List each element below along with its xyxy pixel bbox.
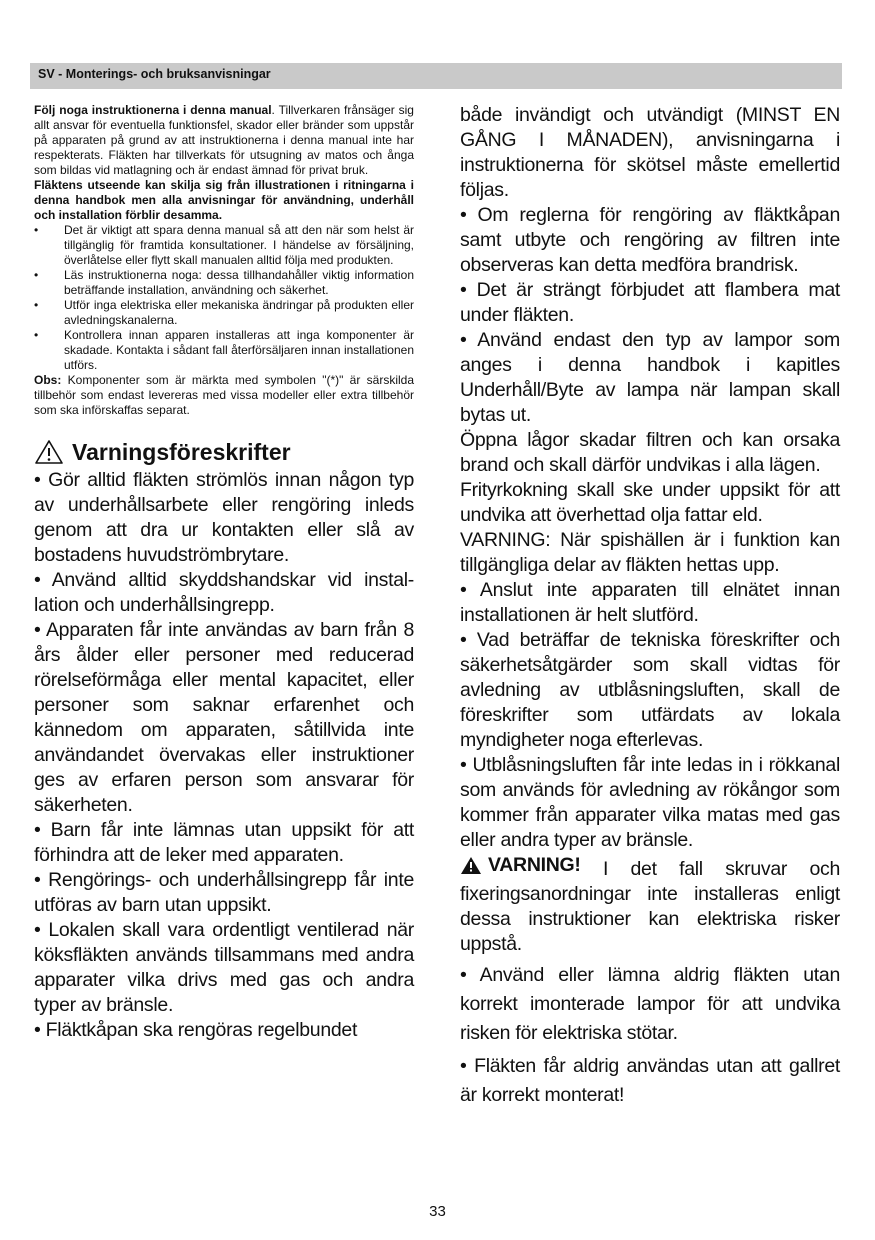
list-item xyxy=(34,268,414,298)
bullet-icon: • xyxy=(34,268,39,282)
warning-paragraph: Öppna lågor skadar filtren och kan orsaka brand och skall därför undvikas i alla lägen. xyxy=(460,429,840,476)
warning-paragraph: • Använd alltid skyddshandskar vid instal-lation och underhållsingrepp. xyxy=(34,569,414,616)
intro-bold-lead: Följ noga instruktionerna i denna manual xyxy=(34,103,272,117)
list-item-text: Utför inga elektriska eller mekaniska ändringar på produkten eller avledningskanalerna. xyxy=(64,298,414,327)
intro-paragraph xyxy=(34,103,414,178)
obs-text: Komponenter som är märkta med symbolen "(*)" är särskilda tillbehör som endast levereras med vissa modeller eller extra tillbehör som ska införskaffas separat. xyxy=(34,373,414,417)
warning-paragraph: • Vad beträffar de tekniska föreskrifter och säkerhetsåtgärder som skall vidtas för avledning av utblåsningsluften, skall de föreskrifter som utfärdats av lokala myndigheter noga efterlevas. xyxy=(460,629,840,751)
page-number: 33 xyxy=(429,1203,446,1220)
warning-paragraph: Frityrkokning skall ske under uppsikt för att undvika att överhettad olja fattar eld. xyxy=(460,479,840,526)
left-column xyxy=(34,103,414,1043)
intro-bullet-list xyxy=(34,223,414,373)
warning-paragraph: • Gör alltid fläkten strömlös innan någon typ av underhållsarbete eller rengöring inleds genom att dra ur kontakten eller slå av bostadens huvudströmbrytare. xyxy=(34,469,414,566)
warning-paragraph: • Om reglerna för rengöring av fläktkåpan samt utbyte och rengöring av filtren inte observeras kan detta medföra brandrisk. xyxy=(460,204,840,276)
obs-label: Obs: xyxy=(34,373,62,387)
list-item xyxy=(34,223,414,268)
right-column xyxy=(460,103,840,1110)
varning-label: VARNING! xyxy=(488,854,581,876)
bullet-icon: • xyxy=(34,328,39,342)
warning-paragraph: • Det är strängt förbjudet att flambera mat under fläkten. xyxy=(460,279,840,326)
list-item-text: Kontrollera innan apparen installeras att inga komponenter är skadade. Kontakta i sådant fall återförsäljaren innan installationen utförs. xyxy=(64,328,414,372)
list-item xyxy=(34,328,414,373)
warning-paragraph: • Anslut inte apparaten till elnätet innan installationen är helt slutförd. xyxy=(460,579,840,626)
electrical-warning xyxy=(460,853,840,957)
warning-paragraph: • Använd endast den typ av lampor som anges i denna handbok i kapitles Underhåll/Byte av lampa när lampan skall bytas ut. xyxy=(460,329,840,426)
list-item xyxy=(34,298,414,328)
warning-paragraph: • Barn får inte lämnas utan uppsikt för att förhindra att de leker med apparaten. xyxy=(34,819,414,866)
warning-paragraph: • Fläktkåpan ska rengöras regelbundet xyxy=(34,1019,358,1041)
warning-paragraph: • Använd eller lämna aldrig fläkten utan korrekt imonterade lampor för att undvika risken för elektriska stötar. xyxy=(460,964,840,1044)
warning-paragraph: VARNING: När spishällen är i funktion kan tillgängliga delar av fläkten hettas upp. xyxy=(460,529,840,576)
appearance-note-text: Fläktens utseende kan skilja sig från illustrationen i ritningarna i denna handbok men alla anvisningar för användning, underhåll och installation förblir desamma. xyxy=(34,178,414,222)
warning-triangle-filled-icon xyxy=(460,856,482,875)
warning-triangle-outline-icon xyxy=(34,439,64,465)
warnings-title: Varningsföreskrifter xyxy=(72,439,291,465)
list-item-text: Läs instruktionerna noga: dessa tillhandahåller viktig information beträffande installation, användning och säkerhet. xyxy=(64,268,414,297)
varning-text: I det fall skruvar och fixeringsanordningar inte installeras enligt dessa instruktioner kan elektriska risker uppstå. xyxy=(460,858,840,955)
bullet-icon: • xyxy=(34,298,39,312)
varning-badge xyxy=(460,853,581,878)
warning-paragraph: • Apparaten får inte användas av barn från 8 års ålder eller personer med reducerad rörelseförmåga eller mental kapacitet, eller personer som saknar erfarenhet och kännedom om apparaten, såtillvida inte användandet övervakas eller instruktioner ges av erfaren person som ansvarar för säkerheten. xyxy=(34,619,414,816)
warning-paragraph: • Rengörings- och underhållsingrepp får inte utföras av barn utan uppsikt. xyxy=(34,869,414,916)
warning-paragraph: • Fläkten får aldrig användas utan att gallret är korrekt monterat! xyxy=(460,1055,840,1106)
warning-paragraph: • Lokalen skall vara ordentligt ventilerad när köksfläkten används tillsammans med andra apparater vilka drivs med gas och andra typer av bränsle. xyxy=(34,919,414,1016)
section-header-bar xyxy=(30,63,842,89)
warnings-heading xyxy=(34,438,414,466)
warning-paragraph: både invändigt och utvändigt (MINST EN GÅNG I MÅNADEN), anvisningarna i instruktionerna för skötsel måste emellertid följas. xyxy=(460,104,840,201)
list-item-text: Det är viktigt att spara denna manual så att den när som helst är tillgänglig för framtida konsultationer. I händelse av försäljning, överlåtelse eller flytt skall manualen alltid följa med produkten. xyxy=(64,223,414,267)
warning-paragraph: • Utblåsningsluften får inte ledas in i rökkanal som används för avledning av rökångor som kommer från apparater vilka matas med gas eller andra typer av bränsle. xyxy=(460,754,840,851)
intro-text: . Tillverkaren frånsäger sig allt ansvar för eventuella funktionsfel, skador eller bränder som uppstår på apparaten på grund av att instruktionerna i denna manual inte har respekterats. Fläkten har tillverkats för utsugning av matos och ånga som bildas vid matlagning och är endast ämnad för privat bruk. xyxy=(34,103,414,177)
section-header-title: SV - Monterings- och bruksanvisningar xyxy=(38,67,271,81)
bullet-icon: • xyxy=(34,223,39,237)
appearance-note xyxy=(34,178,414,223)
obs-note xyxy=(34,373,414,418)
